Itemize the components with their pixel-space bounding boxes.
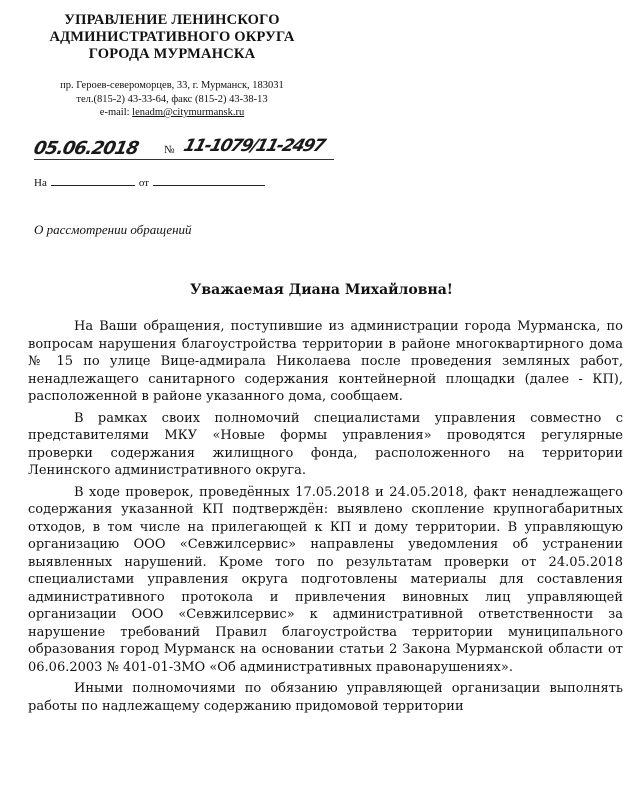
organization-name — [32, 12, 312, 63]
paragraph-1: На Ваши обращения, поступившие из администрации города Мурманска, по вопросам нарушения благоустройства территории в районе многоквартирного дома № 15 по улице Вице-адмирала Николаева после проведения земляных работ, ненадлежащего санитарного содержания контейнерной площадки (далее - КП), расположенной в районе указанного дома, сообщаем. — [28, 319, 623, 404]
postal-address: пр. Героев-североморцев, 33, г. Мурманск, 183031 — [60, 80, 284, 91]
contact-block — [32, 79, 312, 120]
letter-subject: О рассмотрении обращений — [34, 222, 192, 237]
registration-underline — [34, 159, 334, 160]
reference-from-label: от — [138, 177, 149, 189]
org-line-2: АДМИНИСТРАТИВНОГО ОКРУГА — [49, 29, 295, 45]
registration-line — [31, 132, 334, 166]
paragraph-3: В ходе проверок, проведённых 17.05.2018 и 24.05.2018, факт ненадлежащего содержания указанной КП подтверждён: выявлено скопление крупногабаритных отходов, в том числе на прилегающей к КП и дому территории. В управляющую организацию ООО «Севжилсервис» направлены уведомления об устранении выявленных нарушений. Кроме того по результатам проверки от 24.05.2018 специалистами управления округа подготовлены материалы для составления административного протокола и привлечения виновных лиц управляющей организации ООО «Севжилсервис» к административной ответственности за нарушение требований Правил благоустройства территории муниципального образования город Мурманск на основании статьи 2 Закона Мурманской области от 06.06.2003 № 401-01-ЗМО «Об административных правонарушениях». — [28, 484, 623, 675]
paragraph-4: Иными полномочиями по обязанию управляющей организации выполнять работы по надлежащему содержанию придомовой территории — [28, 681, 623, 714]
reference-date-blank — [153, 176, 265, 186]
reference-line — [34, 176, 265, 189]
handwritten-outgoing-number: 11-1079/11-2497 — [181, 136, 327, 156]
org-line-3: ГОРОДА МУРМАНСКА — [88, 46, 256, 62]
email-link[interactable]: lenadm@citymurmansk.ru — [132, 107, 245, 118]
handwritten-date: 05.06.2018 — [31, 138, 141, 159]
reference-number-blank — [51, 176, 135, 186]
reference-on-label: На — [34, 177, 47, 189]
org-line-1: УПРАВЛЕНИЕ ЛЕНИНСКОГО — [64, 12, 280, 28]
salutation: Уважаемая Диана Михайловна! — [190, 282, 453, 298]
number-sign: № — [164, 144, 175, 156]
email-line — [32, 106, 312, 120]
phone-fax: тел.(815-2) 43-33-64, факс (815-2) 43-38-13 — [76, 93, 268, 105]
email-label: e-mail: — [99, 107, 133, 118]
letter-body — [28, 318, 623, 719]
paragraph-2: В рамках своих полномочий специалистами управления совместно с представителями МКУ «Новые формы управления» проводятся регулярные проверки содержания жилищного фонда, расположенного на территории Ленинского административного округа. — [28, 410, 623, 478]
